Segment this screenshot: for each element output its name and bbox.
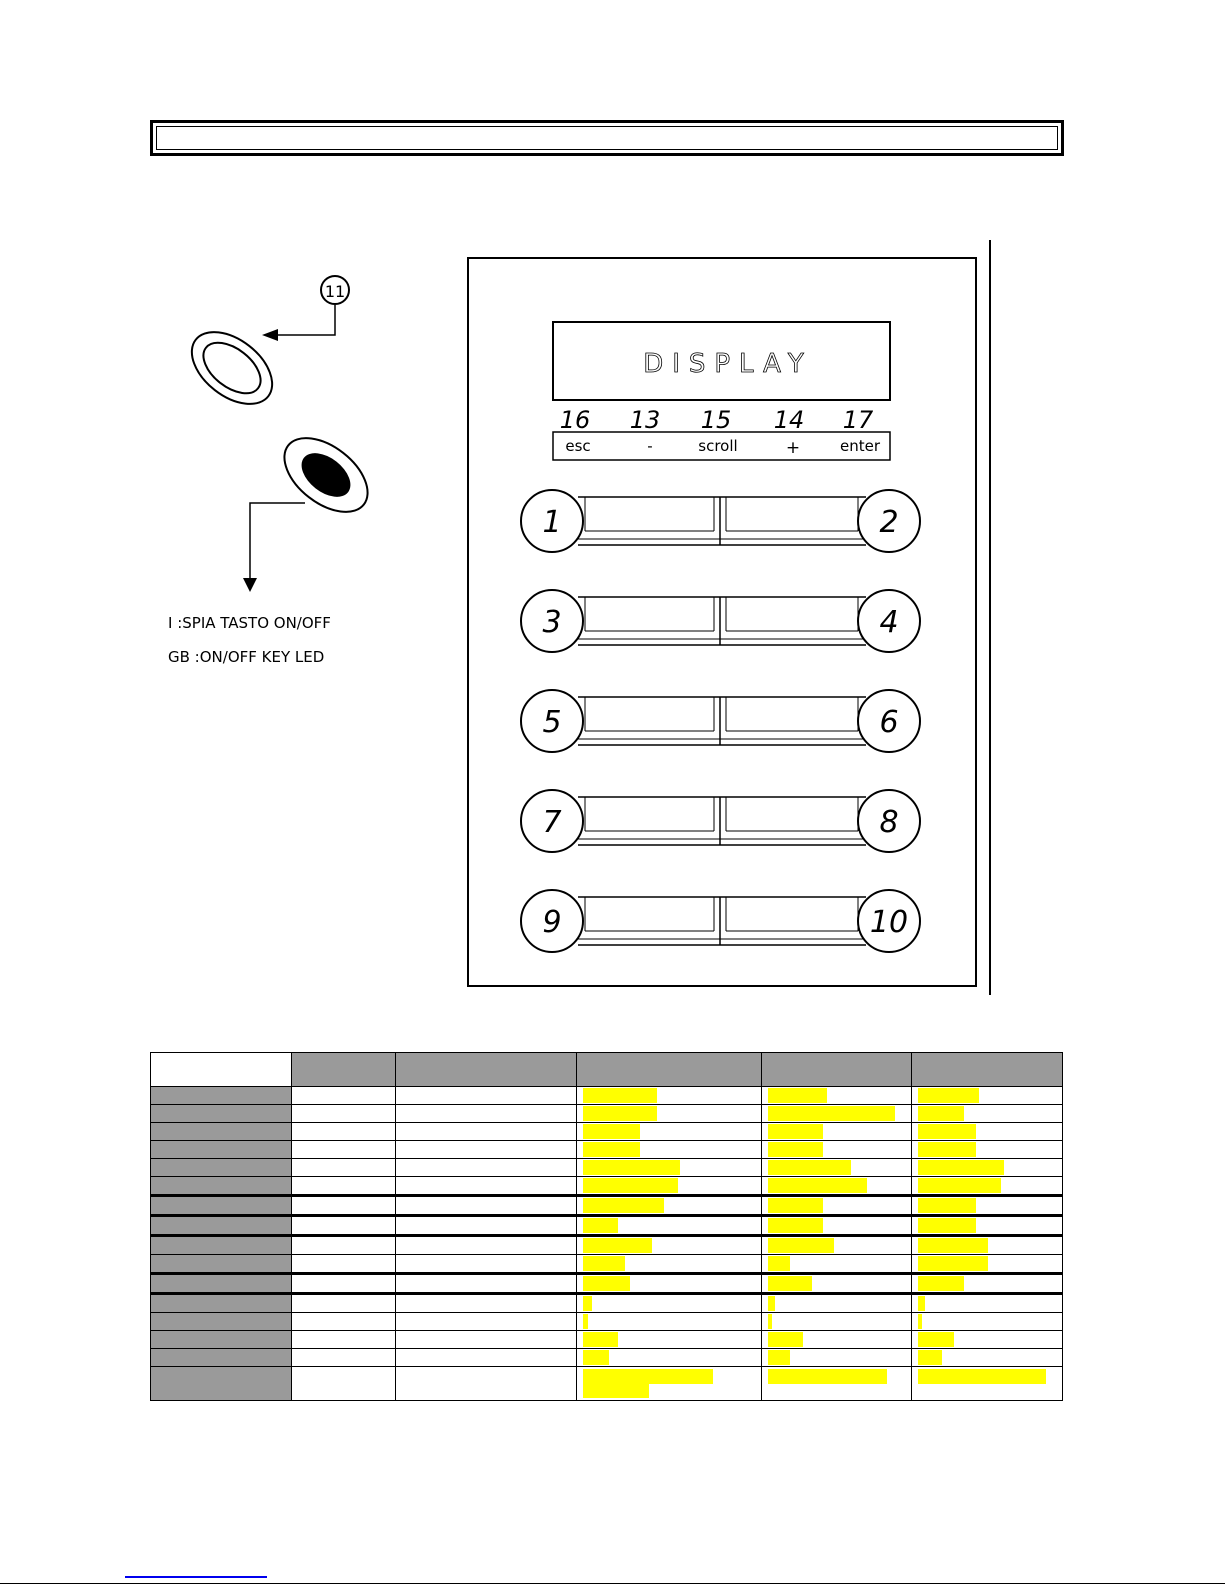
keypad-button-7[interactable]	[521, 790, 583, 852]
highlight-cell	[577, 1331, 762, 1349]
table-cell	[396, 1331, 577, 1349]
row-header-cell	[151, 1274, 292, 1294]
table-cell	[292, 1087, 396, 1105]
key-number-17: 17	[842, 406, 874, 434]
table-cell	[292, 1159, 396, 1177]
highlight-mark	[768, 1124, 823, 1139]
highlight-cell	[762, 1216, 912, 1236]
highlight-cell	[762, 1177, 912, 1196]
highlight-cell	[762, 1236, 912, 1255]
row-header-cell	[151, 1331, 292, 1349]
table-row	[151, 1196, 1063, 1216]
button-number-label: 8	[879, 805, 899, 840]
highlight-mark	[918, 1314, 922, 1329]
table-cell	[292, 1141, 396, 1159]
highlight-cell	[912, 1141, 1063, 1159]
legend-line-2: GB :ON/OFF KEY LED	[168, 648, 325, 666]
table-header-cell	[762, 1053, 912, 1087]
highlight-mark	[768, 1314, 772, 1329]
highlight-mark	[583, 1384, 649, 1398]
table-cell	[396, 1313, 577, 1331]
highlight-cell	[762, 1367, 912, 1401]
highlight-mark	[583, 1124, 640, 1139]
table-row	[151, 1236, 1063, 1255]
table-header-cell	[912, 1053, 1063, 1087]
highlight-mark	[768, 1350, 790, 1365]
highlight-mark	[918, 1178, 1001, 1193]
highlight-mark	[583, 1088, 657, 1103]
highlight-cell	[762, 1331, 912, 1349]
highlight-mark	[918, 1256, 988, 1271]
table-row	[151, 1105, 1063, 1123]
table-cell	[396, 1141, 577, 1159]
highlight-cell	[762, 1274, 912, 1294]
key-number-16: 16	[559, 406, 591, 434]
highlight-mark	[768, 1256, 790, 1271]
highlight-cell	[577, 1294, 762, 1313]
highlight-cell	[912, 1105, 1063, 1123]
callout-11-text: 11	[324, 282, 346, 301]
row-header-cell	[151, 1216, 292, 1236]
table-cell	[292, 1216, 396, 1236]
highlight-mark	[768, 1238, 834, 1253]
highlight-cell	[577, 1159, 762, 1177]
highlight-cell	[912, 1274, 1063, 1294]
table-cell	[292, 1255, 396, 1274]
table-cell	[292, 1367, 396, 1401]
keypad-button-8[interactable]	[858, 790, 920, 852]
table-header-cell	[292, 1053, 396, 1087]
arrowhead-icon	[262, 329, 278, 341]
table-cell	[292, 1177, 396, 1196]
row-header-cell	[151, 1367, 292, 1401]
table-cell	[292, 1105, 396, 1123]
highlight-mark	[583, 1198, 664, 1213]
table-row	[151, 1274, 1063, 1294]
led-callout	[262, 276, 349, 341]
highlight-cell	[577, 1274, 762, 1294]
highlight-cell	[762, 1087, 912, 1105]
highlight-mark	[768, 1369, 887, 1384]
highlight-cell	[912, 1313, 1063, 1331]
table-cell	[396, 1105, 577, 1123]
button-number-label: 7	[542, 805, 562, 840]
table-cell	[396, 1367, 577, 1401]
button-number-label: 3	[542, 605, 562, 640]
highlight-cell	[762, 1159, 912, 1177]
highlight-cell	[912, 1087, 1063, 1105]
table-row	[151, 1331, 1063, 1349]
keypad-button-6[interactable]	[858, 690, 920, 752]
highlight-mark	[583, 1218, 618, 1233]
highlight-mark	[583, 1160, 680, 1175]
keypad-button-3[interactable]	[521, 590, 583, 652]
highlight-mark	[918, 1088, 979, 1103]
led-on-icon	[271, 423, 381, 526]
highlight-mark	[918, 1296, 925, 1311]
key-number-13: 13	[629, 406, 661, 434]
table-cell	[396, 1159, 577, 1177]
spec-table	[150, 1052, 1063, 1401]
highlight-cell	[762, 1294, 912, 1313]
button-number-label: 6	[879, 705, 899, 740]
highlight-cell	[577, 1313, 762, 1331]
row-header-cell	[151, 1196, 292, 1216]
table-cell	[292, 1294, 396, 1313]
highlight-mark	[918, 1160, 1004, 1175]
button-row	[521, 890, 920, 952]
highlight-cell	[912, 1123, 1063, 1141]
highlight-cell	[762, 1141, 912, 1159]
table-cell	[396, 1349, 577, 1367]
highlight-mark	[583, 1296, 592, 1311]
display-label: DISPLAY	[643, 349, 813, 379]
highlight-mark	[768, 1198, 823, 1213]
page-bottom-rule	[0, 1583, 1225, 1584]
highlight-mark	[768, 1088, 827, 1103]
highlight-mark	[583, 1332, 618, 1347]
highlight-mark	[583, 1142, 640, 1157]
key-scroll[interactable]: scroll	[698, 437, 738, 455]
table-cell	[396, 1196, 577, 1216]
table-cell	[292, 1236, 396, 1255]
table-cell	[396, 1236, 577, 1255]
button-row	[521, 490, 920, 552]
highlight-mark	[768, 1218, 823, 1233]
key-enter[interactable]: enter	[839, 437, 881, 455]
row-header-cell	[151, 1141, 292, 1159]
table-cell	[292, 1331, 396, 1349]
table-row	[151, 1349, 1063, 1367]
highlight-cell	[912, 1294, 1063, 1313]
highlight-cell	[912, 1367, 1063, 1401]
row-header-cell	[151, 1123, 292, 1141]
button-row	[521, 790, 920, 852]
highlight-mark	[768, 1332, 803, 1347]
highlight-mark	[583, 1238, 652, 1253]
row-header-cell	[151, 1313, 292, 1331]
highlight-mark	[918, 1124, 976, 1139]
highlight-cell	[912, 1349, 1063, 1367]
highlight-mark	[583, 1256, 625, 1271]
highlight-mark	[583, 1350, 609, 1365]
key-esc[interactable]: esc	[565, 437, 591, 455]
highlight-mark	[583, 1178, 678, 1193]
highlight-mark	[583, 1314, 588, 1329]
highlight-mark	[768, 1276, 812, 1291]
row-header-cell	[151, 1105, 292, 1123]
button-row	[521, 590, 920, 652]
table-row	[151, 1177, 1063, 1196]
table-cell	[396, 1177, 577, 1196]
button-number-label: 1	[542, 505, 562, 540]
table-header-row	[151, 1053, 1063, 1087]
highlight-mark	[583, 1369, 713, 1384]
button-number-label: 10	[869, 905, 909, 940]
highlight-mark	[583, 1276, 630, 1291]
highlight-cell	[577, 1105, 762, 1123]
legend-line-1: I :SPIA TASTO ON/OFF	[168, 614, 331, 632]
highlight-mark	[768, 1296, 775, 1311]
table-header-cell	[396, 1053, 577, 1087]
highlight-cell	[577, 1367, 762, 1401]
highlight-mark	[918, 1276, 964, 1291]
keypad-button-1[interactable]	[521, 490, 583, 552]
table-cell	[292, 1123, 396, 1141]
footer-link-rule	[125, 1576, 267, 1578]
highlight-mark	[768, 1142, 823, 1157]
table-cell	[396, 1087, 577, 1105]
highlight-cell	[912, 1331, 1063, 1349]
highlight-mark	[918, 1238, 988, 1253]
row-header-cell	[151, 1087, 292, 1105]
table-row	[151, 1367, 1063, 1401]
highlight-cell	[762, 1255, 912, 1274]
button-number-label: 4	[879, 605, 899, 640]
keypad-button-9[interactable]	[521, 890, 583, 952]
highlight-cell	[912, 1216, 1063, 1236]
button-number-label: 9	[542, 905, 562, 940]
table-row	[151, 1255, 1063, 1274]
highlight-mark	[918, 1198, 976, 1213]
table-cell	[396, 1123, 577, 1141]
table-cell	[396, 1294, 577, 1313]
highlight-mark	[918, 1218, 976, 1233]
table-row	[151, 1159, 1063, 1177]
highlight-mark	[768, 1178, 867, 1193]
highlight-mark	[918, 1106, 964, 1121]
highlight-mark	[918, 1369, 1046, 1384]
row-header-cell	[151, 1294, 292, 1313]
table-cell	[292, 1349, 396, 1367]
table-cell	[396, 1274, 577, 1294]
button-number-label: 5	[542, 705, 562, 740]
highlight-cell	[762, 1313, 912, 1331]
highlight-mark	[768, 1160, 851, 1175]
table-cell	[292, 1196, 396, 1216]
table-header-cell	[151, 1053, 292, 1087]
keypad-button-5[interactable]	[521, 690, 583, 752]
highlight-cell	[577, 1087, 762, 1105]
highlight-cell	[577, 1216, 762, 1236]
highlight-cell	[912, 1236, 1063, 1255]
table-cell	[396, 1216, 577, 1236]
key-number-14: 14	[773, 406, 805, 434]
highlight-cell	[577, 1123, 762, 1141]
table-cell	[396, 1255, 577, 1274]
keypad-button-10[interactable]	[858, 890, 920, 952]
highlight-cell	[577, 1141, 762, 1159]
highlight-cell	[577, 1196, 762, 1216]
button-number-label: 2	[879, 505, 899, 540]
row-header-cell	[151, 1236, 292, 1255]
table-row	[151, 1123, 1063, 1141]
key-minus[interactable]: -	[647, 437, 653, 455]
table-row	[151, 1141, 1063, 1159]
highlight-cell	[762, 1349, 912, 1367]
highlight-mark	[583, 1106, 657, 1121]
highlight-cell	[577, 1177, 762, 1196]
keypad-button-4[interactable]	[858, 590, 920, 652]
row-header-cell	[151, 1159, 292, 1177]
keypad-button-2[interactable]	[858, 490, 920, 552]
highlight-cell	[577, 1349, 762, 1367]
highlight-cell	[912, 1196, 1063, 1216]
key-plus[interactable]: +	[785, 438, 801, 458]
table-cell	[292, 1313, 396, 1331]
table-row	[151, 1294, 1063, 1313]
highlight-mark	[918, 1350, 942, 1365]
table-header-cell	[577, 1053, 762, 1087]
highlight-cell	[912, 1159, 1063, 1177]
row-header-cell	[151, 1177, 292, 1196]
table-cell	[292, 1274, 396, 1294]
highlight-cell	[912, 1177, 1063, 1196]
highlight-mark	[768, 1106, 895, 1121]
highlight-cell	[762, 1196, 912, 1216]
row-header-cell	[151, 1349, 292, 1367]
button-row	[521, 690, 920, 752]
down-arrow-icon	[243, 578, 257, 592]
highlight-cell	[762, 1123, 912, 1141]
highlight-cell	[577, 1255, 762, 1274]
highlight-mark	[918, 1142, 976, 1157]
table-row	[151, 1216, 1063, 1236]
highlight-cell	[577, 1236, 762, 1255]
highlight-cell	[762, 1105, 912, 1123]
key-number-15: 15	[700, 406, 732, 434]
table-row	[151, 1313, 1063, 1331]
row-header-cell	[151, 1255, 292, 1274]
table-row	[151, 1087, 1063, 1105]
highlight-mark	[918, 1332, 954, 1347]
highlight-cell	[912, 1255, 1063, 1274]
